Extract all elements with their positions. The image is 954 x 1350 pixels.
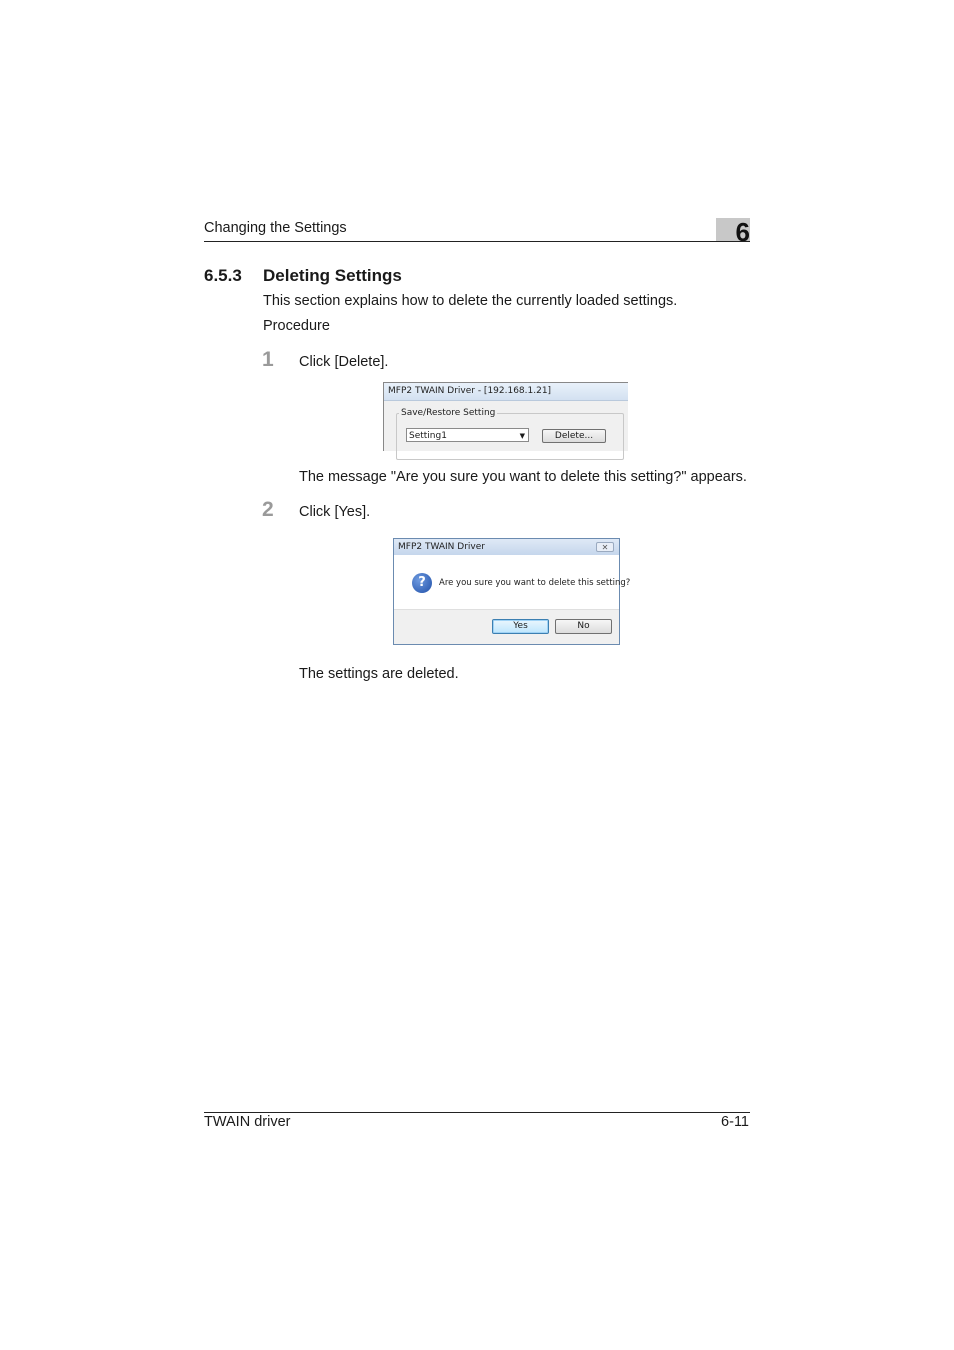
section-title: Deleting Settings	[263, 266, 402, 285]
procedure-label: Procedure	[263, 318, 330, 334]
confirm-dialog-screenshot	[393, 538, 631, 645]
yes-button[interactable]: Yes	[492, 619, 549, 634]
section-number: 6.5.3	[204, 266, 242, 285]
page-number: 6-11	[721, 1114, 749, 1130]
intro-text: This section explains how to delete the currently loaded settings.	[263, 293, 678, 309]
dialog-message: Are you sure you want to delete this setting?	[439, 578, 631, 588]
step-number: 1	[262, 348, 274, 371]
question-icon: ?	[412, 573, 432, 593]
group-label: Save/Restore Setting	[401, 408, 496, 418]
step-text: Click [Delete].	[299, 354, 389, 370]
setting-select-value: Setting1	[409, 431, 447, 441]
close-icon[interactable]: ✕	[596, 542, 614, 552]
footer-rule	[204, 1112, 750, 1113]
step-result: The message "Are you sure you want to delete this setting?" appears.	[299, 469, 747, 485]
no-button[interactable]: No	[555, 619, 612, 634]
running-header: Changing the Settings	[204, 220, 347, 236]
step-text: Click [Yes].	[299, 504, 371, 520]
footer-title: TWAIN driver	[204, 1114, 291, 1130]
delete-button[interactable]: Delete...	[542, 429, 606, 443]
chapter-number: 6	[735, 217, 750, 247]
header-rule	[204, 241, 750, 242]
step-result: The settings are deleted.	[299, 666, 459, 682]
setting-select[interactable]	[406, 428, 529, 442]
window-title: MFP2 TWAIN Driver - [192.168.1.21]	[384, 383, 628, 401]
dialog-title: MFP2 TWAIN Driver	[394, 539, 619, 555]
settings-screenshot	[383, 382, 628, 451]
step-number: 2	[262, 498, 274, 521]
chevron-down-icon: ▼	[519, 432, 525, 440]
